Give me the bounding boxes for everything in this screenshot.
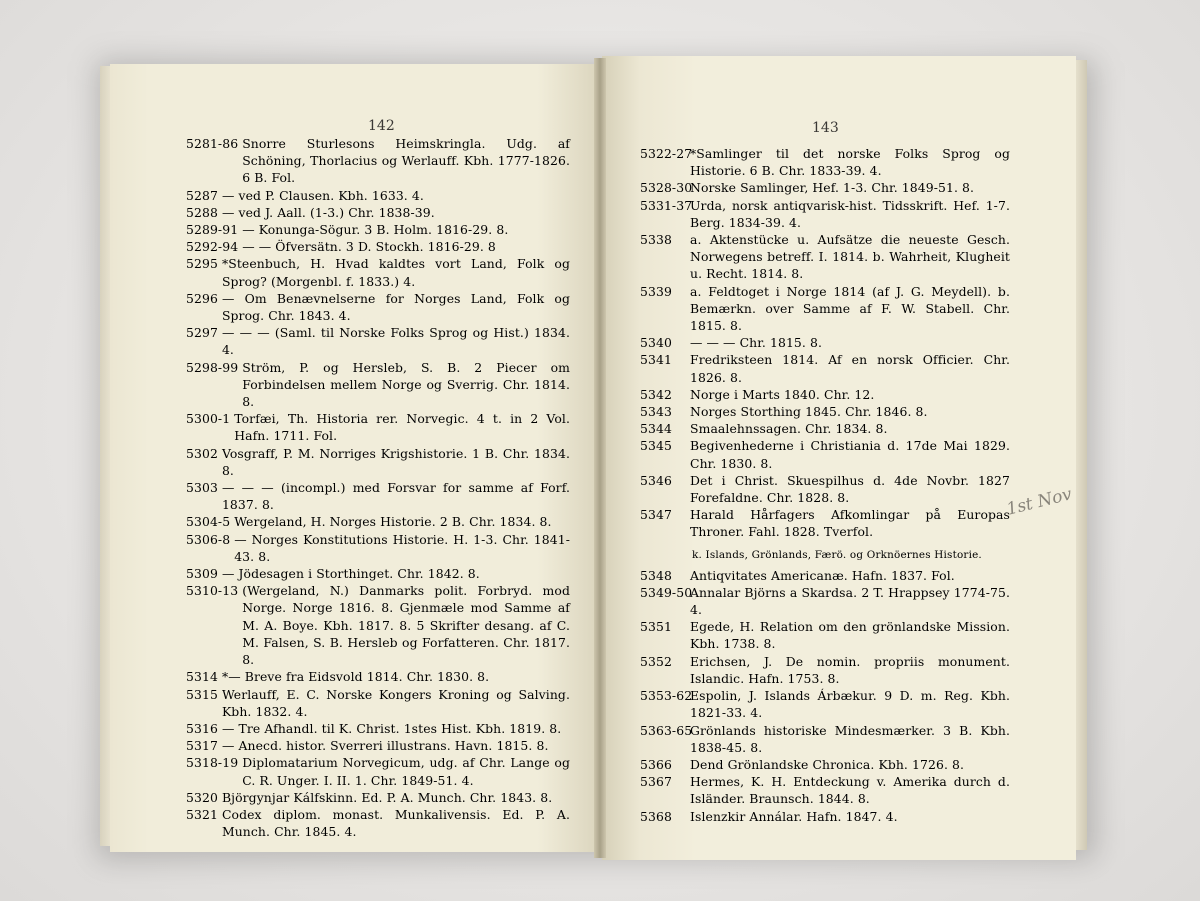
catalog-entry — [186, 135, 570, 187]
catalog-entry — [186, 565, 570, 582]
entry-number: 5367 — [640, 774, 672, 790]
entry-text: Annalar Björns a Skardsa. 2 T. Hrappsey 1774-75. 4. — [690, 584, 1010, 618]
entry-number: 5310-13 — [186, 583, 239, 599]
catalog-entry — [640, 283, 1010, 335]
entry-text: — — — (incompl.) med Forsvar for samme af Forf. 1837. 8. — [221, 480, 570, 513]
catalog-entry — [186, 187, 570, 204]
entry-number: 5366 — [640, 756, 672, 772]
entry-number: 5314 — [186, 669, 218, 685]
entry-number: 5341 — [640, 352, 672, 368]
entry-text: Espolin, J. Islands Árbækur. 9 D. m. Reg. Kbh. 1821-33. 4. — [690, 688, 1010, 721]
entry-text: Erichsen, J. De nomin. propriis monument. Islandic. Hafn. 1753. 8. — [690, 653, 1010, 686]
entry-number: 5289-91 — [186, 222, 239, 238]
entry-text: — Konunga-Sögur. 3 B. Holm. 1816-29. 8. — [242, 222, 509, 238]
catalog-entry — [186, 479, 570, 513]
entry-text: *Steenbuch, H. Hvad kaldtes vort Land, Folk og Sprog? (Morgenbl. f. 1833.) 4. — [221, 256, 570, 289]
entry-number: 5300-1 — [186, 411, 231, 427]
entry-text: Norske Samlinger, Hef. 1-3. Chr. 1849-51. 8. — [690, 180, 975, 196]
entry-number: 5328-30 — [640, 180, 693, 196]
entry-text: Grönlands historiske Mindesmærker. 3 B. Kbh. 1838-45. 8. — [690, 722, 1010, 755]
entry-number: 5302 — [186, 445, 218, 461]
entry-text: Werlauff, E. C. Norske Kongers Kroning og Salving. Kbh. 1832. 4. — [221, 686, 570, 719]
entry-text: Norge i Marts 1840. Chr. 12. — [690, 386, 875, 402]
right-page-content — [640, 145, 1010, 825]
catalog-entry — [640, 584, 1010, 618]
entry-text: Smaalehnssagen. Chr. 1834. 8. — [690, 421, 888, 437]
entry-number: 5343 — [640, 404, 672, 420]
catalog-entry — [640, 808, 1010, 825]
entry-text: Björgynjar Kálfskinn. Ed. P. A. Munch. Chr. 1843. 8. — [221, 789, 553, 805]
entry-text: Antiqvitates Americanæ. Hafn. 1837. Fol. — [690, 567, 955, 583]
entry-number: 5347 — [640, 507, 672, 523]
entry-number: 5304-5 — [186, 514, 231, 530]
entry-text: — Tre Afhandl. til K. Christ. 1stes Hist. Kbh. 1819. 8. — [221, 720, 562, 736]
catalog-entry — [640, 687, 1010, 721]
entry-number: 5342 — [640, 386, 672, 402]
entry-text: Islenzkir Annálar. Hafn. 1847. 4. — [690, 808, 898, 824]
entry-number: 5281-86 — [186, 136, 239, 151]
catalog-entry — [186, 582, 570, 668]
entry-number: 5292-94 — [186, 239, 239, 255]
catalog-entry — [640, 472, 1010, 506]
entry-text: Det i Christ. Skuespilhus d. 4de Novbr. 1827 Forefaldne. Chr. 1828. 8. — [690, 472, 1010, 506]
catalog-entry — [186, 324, 570, 358]
entry-number: 5309 — [186, 566, 218, 582]
catalog-entry — [640, 231, 1010, 283]
entry-number: 5321 — [186, 806, 218, 822]
catalog-entry — [186, 513, 570, 530]
entry-text: Ström, P. og Hersleb, S. B. 2 Piecer om Forbindelsen mellem Norge og Sverrig. Chr. 1814. 8. — [242, 359, 570, 410]
catalog-entry — [640, 420, 1010, 437]
entry-number: 5349-50 — [640, 584, 693, 600]
entry-text: Dend Grönlandske Chronica. Kbh. 1726. 8. — [690, 756, 965, 772]
entry-number: 5317 — [186, 738, 218, 754]
entry-number: 5320 — [186, 789, 218, 805]
entry-number: 5338 — [640, 232, 672, 248]
catalog-entry — [186, 255, 570, 289]
entry-number: 5315 — [186, 686, 218, 702]
entry-number: 5298-99 — [186, 359, 239, 375]
section-heading: k. Islands, Grönlands, Færö. og Orknöernes Historie. — [692, 548, 982, 561]
entry-text: — — — Chr. 1815. 8. — [690, 335, 823, 351]
catalog-entry — [186, 410, 570, 444]
entry-text: Vosgraff, P. M. Norriges Krigshistorie. 1 B. Chr. 1834. 8. — [221, 445, 570, 478]
entry-text: a. Aktenstücke u. Aufsätze die neueste Gesch. Norwegens betreff. I. 1814. b. Wahrheit, Klugheit u. Recht. 1814. 8. — [690, 232, 1010, 282]
catalog-entry — [640, 386, 1010, 403]
entry-number: 5322-27 — [640, 146, 693, 161]
catalog-entry — [186, 737, 570, 754]
catalog-entry — [640, 756, 1010, 773]
entry-text: Harald Hårfagers Afkomlingar på Europas Throner. Fahl. 1828. Tverfol. — [690, 507, 1010, 540]
entry-text: — ved P. Clausen. Kbh. 1633. 4. — [221, 187, 424, 203]
entry-number: 5297 — [186, 325, 218, 341]
entry-number: 5288 — [186, 204, 218, 220]
catalog-entry — [186, 238, 570, 255]
entry-text: — — — (Saml. til Norske Folks Sprog og Hist.) 1834. 4. — [221, 325, 570, 358]
entry-text: Torfæi, Th. Historia rer. Norvegic. 4 t. in 2 Vol. Hafn. 1711. Fol. — [234, 411, 570, 444]
catalog-entry — [640, 351, 1010, 385]
entry-text: Egede, H. Relation om den grönlandske Mission. Kbh. 1738. 8. — [690, 619, 1010, 652]
entry-text: — Anecd. histor. Sverreri illustrans. Havn. 1815. 8. — [221, 738, 549, 754]
section-entries — [640, 567, 1010, 825]
page-number-right: 143 — [812, 120, 839, 136]
entry-text: Begivenhederne i Christiania d. 17de Mai 1829. Chr. 1830. 8. — [690, 438, 1010, 471]
entry-text: (Wergeland, N.) Danmarks polit. Forbryd. mod Norge. Norge 1816. 8. Gjenmæle mod Samme af M. A. Boye. Kbh. 1817. 8. 5 Skrifter desang. af C. M. Falsen, S. B. Hersleb og Forfatteren. Chr. 1817. 8. — [242, 583, 570, 668]
left-page-entries — [186, 135, 570, 840]
entry-text: *Samlinger til det norske Folks Sprog og Historie. 6 B. Chr. 1833-39. 4. — [690, 146, 1010, 179]
entry-number: 5295 — [186, 256, 218, 272]
catalog-entry — [640, 773, 1010, 807]
entry-text: *— Breve fra Eidsvold 1814. Chr. 1830. 8. — [221, 669, 490, 685]
entry-number: 5344 — [640, 421, 672, 437]
catalog-entry — [640, 653, 1010, 687]
entry-number: 5339 — [640, 283, 672, 299]
entry-number: 5296 — [186, 290, 218, 306]
entry-text: a. Feldtoget i Norge 1814 (af J. G. Meydell). b. Bemærkn. over Samme af F. W. Stabell. Chr. 1815. 8. — [690, 283, 1010, 334]
entry-number: 5353-62 — [640, 688, 693, 704]
catalog-entry — [640, 506, 1010, 540]
catalog-entry — [186, 806, 570, 840]
catalog-entry — [640, 145, 1010, 179]
catalog-entry — [186, 290, 570, 324]
entry-number: 5306-8 — [186, 531, 231, 547]
entry-text: Diplomatarium Norvegicum, udg. af Chr. Lange og C. R. Unger. I. II. 1. Chr. 1849-51. 4. — [242, 755, 570, 788]
catalog-entry — [186, 754, 570, 788]
catalog-entry — [640, 567, 1010, 584]
entry-text: — Om Benævnelserne for Norges Land, Folk og Sprog. Chr. 1843. 4. — [221, 290, 570, 324]
entry-number: 5303 — [186, 480, 218, 496]
catalog-entry — [186, 686, 570, 720]
entry-number: 5331-37 — [640, 197, 693, 213]
entry-text: Fredriksteen 1814. Af en norsk Officier. Chr. 1826. 8. — [690, 352, 1010, 385]
entry-text: — ved J. Aall. (1-3.) Chr. 1838-39. — [221, 204, 435, 220]
entry-number: 5368 — [640, 808, 672, 824]
entry-text: — Jödesagen i Storthinget. Chr. 1842. 8. — [221, 566, 480, 582]
entry-number: 5340 — [640, 335, 672, 351]
catalog-entry — [186, 445, 570, 479]
catalog-entry — [186, 720, 570, 737]
catalog-entry — [186, 668, 570, 685]
entry-number: 5287 — [186, 187, 218, 203]
catalog-entry — [640, 197, 1010, 231]
entry-number: 5351 — [640, 619, 672, 635]
catalog-entry — [640, 722, 1010, 756]
entry-text: Hermes, K. H. Entdeckung v. Amerika durch d. Isländer. Braunsch. 1844. 8. — [690, 774, 1010, 807]
entry-text: Wergeland, H. Norges Historie. 2 B. Chr. 1834. 8. — [234, 514, 552, 530]
catalog-entry — [640, 618, 1010, 652]
entry-number: 5363-65 — [640, 722, 693, 738]
entry-number: 5346 — [640, 472, 672, 488]
catalog-entry — [186, 789, 570, 806]
entry-number: 5316 — [186, 720, 218, 736]
catalog-entry — [640, 403, 1010, 420]
catalog-entry — [640, 437, 1010, 471]
book-gutter — [594, 58, 606, 858]
entry-text: Urda, norsk antiqvarisk-hist. Tidsskrift. Hef. 1-7. Berg. 1834-39. 4. — [690, 197, 1010, 230]
entry-text: — — Öfversätn. 3 D. Stockh. 1816-29. 8 — [242, 239, 496, 255]
page-number-left: 142 — [368, 118, 395, 134]
right-page-entries — [640, 145, 1010, 541]
catalog-entry — [186, 531, 570, 565]
catalog-entry — [186, 204, 570, 221]
entry-text: Snorre Sturlesons Heimskringla. Udg. af Schöning, Thorlacius og Werlauff. Kbh. 1777-1826. 6 B. Fol. — [242, 136, 570, 186]
entry-number: 5348 — [640, 567, 672, 583]
catalog-entry — [640, 179, 1010, 196]
entry-number: 5318-19 — [186, 755, 239, 771]
entry-text: Codex diplom. monast. Munkalivensis. Ed. P. A. Munch. Chr. 1845. 4. — [221, 806, 570, 840]
catalog-entry — [186, 359, 570, 411]
pencil-annotation: 1st Nov — [1004, 484, 1074, 520]
entry-text: Norges Storthing 1845. Chr. 1846. 8. — [690, 404, 928, 420]
entry-text: — Norges Konstitutions Historie. H. 1-3. Chr. 1841-43. 8. — [234, 531, 570, 564]
entry-number: 5345 — [640, 438, 672, 454]
catalog-entry — [186, 221, 570, 238]
catalog-entry — [640, 334, 1010, 351]
entry-number: 5352 — [640, 653, 672, 669]
